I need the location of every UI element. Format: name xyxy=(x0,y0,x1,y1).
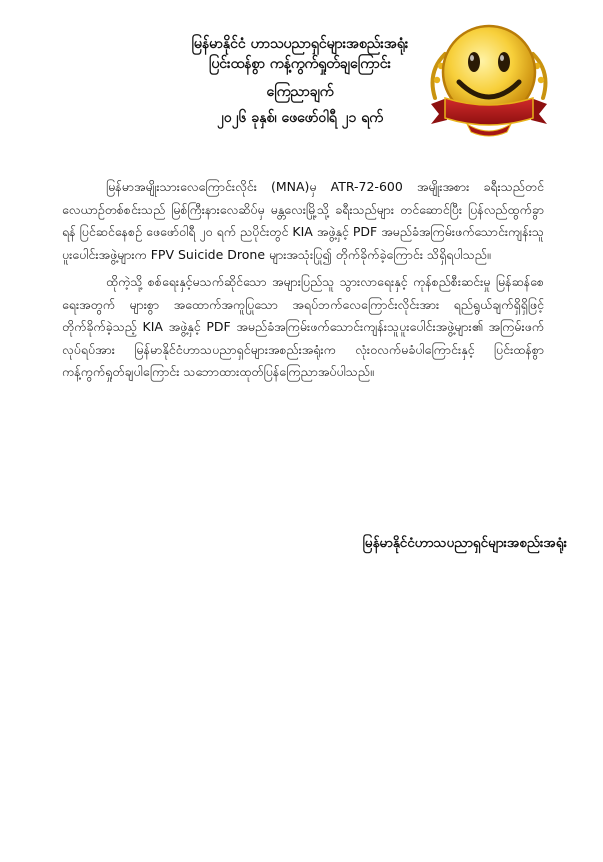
statement-subject: ပြင်းထန်စွာ ကန့်ကွက်ရှုတ်ချကြောင်း xyxy=(208,56,392,72)
statement-body xyxy=(62,176,544,384)
organization-name: မြန်မာနိုင်ငံ ဟာသပညာရှင်များအစည်းအရုံး xyxy=(191,36,409,52)
statement-date: ၂၀၂၆ ခုနှစ်၊ ဖေဖော်ဝါရီ ၂၁ ရက် xyxy=(217,110,383,126)
smiley-emblem-icon xyxy=(427,20,551,138)
statement-label: ကြေညာချက် xyxy=(266,84,334,100)
paragraph-1: မြန်မာအမျိုးသားလေကြောင်းလိုင်း (MNA)မှ ATR-72-600 အမျိုးအစား ခရီးသည်တင်လေယာဉ်တစ်စင်းသည် မြစ်ကြီးနားလေဆိပ်မှ မန္တလေးမြို့သို့ ခရီးသည်များ တင်ဆောင်ပြီး ပြန်လည်ထွက်ခွာရန် ပြင်ဆင်နေစဉ် ဖေဖော်ဝါရီ ၂၀ ရက် ညပိုင်းတွင် KIA အဖွဲ့နှင့် PDF အမည်ခံအကြမ်းဖက်သောင်းကျန်းသူပူးပေါင်းအဖွဲ့များက FPV Suicide Drone များအသုံးပြု၍ တိုက်ခိုက်ခဲ့ကြောင်း သိရှိရပါသည်။ xyxy=(62,179,544,262)
signature-organization: မြန်မာနိုင်ငံဟာသပညာရှင်များအစည်းအရုံး xyxy=(362,535,567,551)
paragraph-2: ထိုကဲ့သို့ စစ်ရေးနှင့်မသက်ဆိုင်သော အများပြည်သူ သွားလာရေးနှင့် ကုန်စည်စီးဆင်းမှု မြန်ဆန်စေရေးအတွက် များစွာ အထောက်အကူပြုသော အရပ်ဘက်လေကြောင်းလိုင်းအား ရည်ရွယ်ချက်ရှိရှိဖြင့် တိုက်ခိုက်ခဲ့သည့် KIA အဖွဲ့နှင့် PDF အမည်ခံအကြမ်းဖက်သောင်းကျန်းသူပူးပေါင်းအဖွဲ့များ၏ အကြမ်းဖက်လုပ်ရပ်အား မြန်မာနိုင်ငံဟာသပညာရှင်များအစည်းအရုံးက လုံးဝလက်မခံပါကြောင်းနှင့် ပြင်းထန်စွာ ကန့်ကွက်ရှုတ်ချပါကြောင်း သဘောထားထုတ်ပြန်ကြေညာအပ်ပါသည်။ xyxy=(62,274,544,379)
letterhead xyxy=(150,34,450,128)
association-logo xyxy=(427,20,551,138)
